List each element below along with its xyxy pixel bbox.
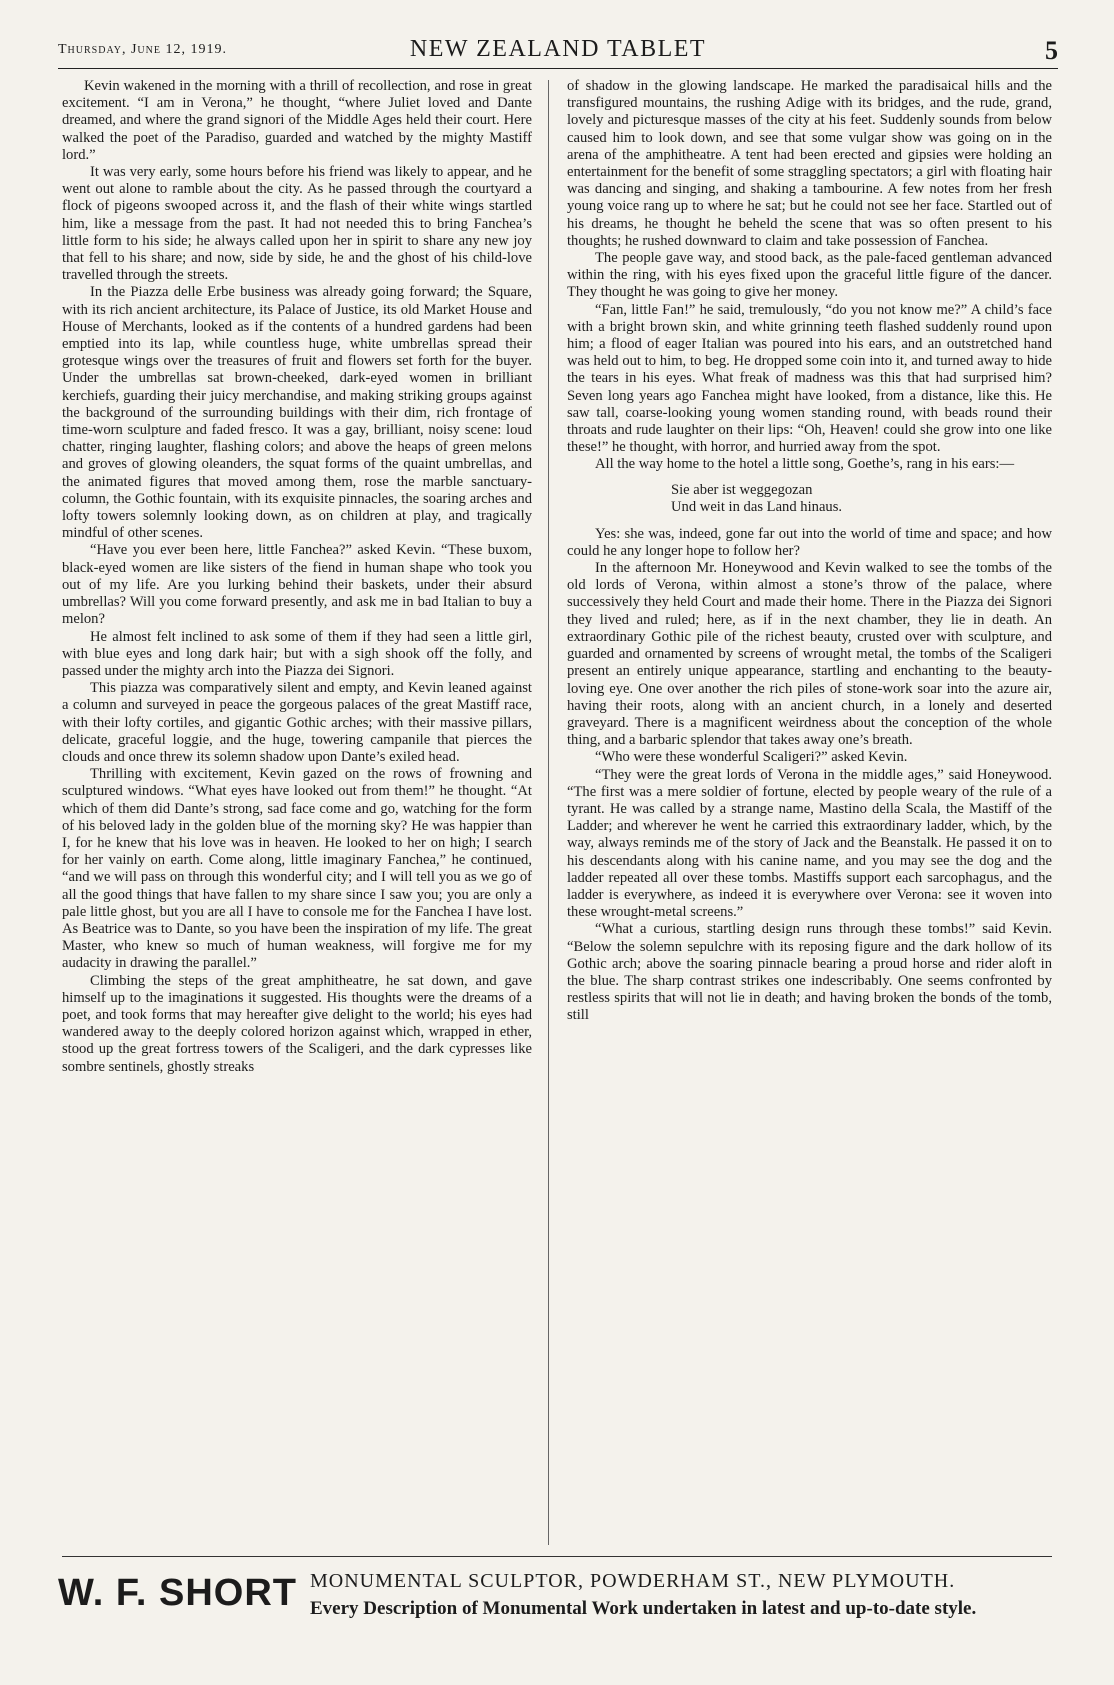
paragraph: “Fan, little Fan!” he said, tremulously, “do you not know me?” A child’s face with a bright brown skin, and white grinning teeth flashed suddenly round upon him; a flood of eager Italian was poured into his ears, and an outstretched hand was held out to him, to beg. He dropped some coin into it, and turned away to hide the tears in his eyes. What freak of madness was this that had surprised him? Seven long years ago Fanchea might have looked, from a distance, like this. He saw tall, coarse-looking young women standing round, with beads round their throats and rude laughter on their lips: “Oh, Heaven! could she grow into one like these!” he thought, with horror, and hurried away from the spot. <box>567 301 1052 456</box>
page-header <box>58 36 1058 69</box>
paragraph: It was very early, some hours before his friend was likely to appear, and he went out alone to ramble about the city. As he passed through the courtyard a flock of pigeons swooped across it, and the flash of their white wings startled him, like a message from the past. It had not needed this to bring Fanchea’s little form to his side; he always called upon her in spirit to share any new joy that fell to his share; and now, side by side, he and the ghost of his child-love travelled through the streets. <box>62 164 532 284</box>
paragraph: All the way home to the hotel a little song, Goethe’s, rang in his ears:— <box>595 456 1015 473</box>
page-number: 5 <box>1045 36 1058 65</box>
column-divider <box>548 80 549 1545</box>
issue-date: Thursday, June 12, 1919. <box>58 42 227 57</box>
paragraph: Thrilling with excitement, Kevin gazed on the rows of frowning and sculptured windows. “What eyes have looked out from them!” he thought. “At which of them did Dante’s strong, sad face come and go, watching for the form of his beloved lady in the golden blue of the morning sky? He was happier than I, for he knew that his love was in heaven. He looked to her on high; I search for her vainly on earth. Come along, little imaginary Fanchea,” he continued, “and we will pass on through this wonderful city; and I will tell you as we go of all the good things that have fallen to my share since I saw you; you are only a pale little ghost, but you are all I have to console me for the Fanchea I have lost. As Beatrice was to Dante, so you have been the inspiration of my life. The great Master, who knew so much of human weakness, will forgive me for my audacity in drawing the parallel.” <box>62 766 532 972</box>
paragraph: In the afternoon Mr. Honeywood and Kevin walked to see the tombs of the old lords of Verona, within almost a stone’s throw of the palace, where successively they held Court and made their home. There in the Piazza dei Signori they lived and ruled; here, as if in the next chamber, they lie in death. An extraordinary Gothic pile of the richest beauty, crusted over with sculpture, and guarded and ornamented by screens of wrought metal, the tombs of the Scaligeri present an entirely unique appearance, startling and enchanting to the beauty-loving eye. One over another the rich piles of stone-work soar into the azure air, having their roots, along with an ancient church, in a lonely and deserted graveyard. There is a magnificent weirdness about the conception of the whole thing, and a barbaric splendor that takes away one’s breath. <box>567 560 1052 749</box>
footer-divider <box>62 1556 1052 1557</box>
paragraph: The people gave way, and stood back, as the pale-faced gentleman advanced within the ring, with his eyes fixed upon the graceful little figure of the dancer. They thought he was going to give her money. <box>567 250 1052 301</box>
verse-line: Und weit in das Land hinaus. <box>671 498 843 515</box>
right-column <box>567 78 1052 1548</box>
advertiser-name: W. F. SHORT <box>58 1572 297 1614</box>
paragraph: Kevin wakened in the morning with a thrill of recollection, and rose in great excitement. “I am in Verona,” he thought, “where Juliet loved and Dante dreamed, and where the grand signori of the Middle Ages held their court. Here walked the poet of the Paradiso, guarded and watched by the mighty Mastiff lord.” <box>62 78 532 163</box>
verse-line: Sie aber ist weggegozan <box>671 481 813 498</box>
verse-quote <box>567 482 1052 516</box>
advertisement <box>58 1568 1058 1648</box>
advertiser-address: MONUMENTAL SCULPTOR, POWDERHAM ST., NEW PLYMOUTH. <box>310 1570 956 1592</box>
advertiser-tagline: Every Description of Monumental Work undertaken in latest and up-to-date style. <box>310 1598 977 1619</box>
paragraph: He almost felt inclined to ask some of them if they had seen a little girl, with blue eyes and long dark hair; but with a sigh shook off the folly, and passed under the mighty arch into the Piazza dei Signori. <box>62 628 532 679</box>
paragraph: Yes: she was, indeed, gone far out into the world of time and space; and how could he any longer hope to follow her? <box>567 525 1052 559</box>
paragraph: “Who were these wonderful Scaligeri?” asked Kevin. <box>595 749 908 766</box>
paragraph: “They were the great lords of Verona in the middle ages,” said Honeywood. “The first was a mere soldier of fortune, elected by people weary of the rule of a tyrant. He was called by a strange name, Mastino della Scala, the Mastiff of the Ladder; and wherever he went he carried this extraordinary ladder, which, by the way, always reminds me of the story of Jack and the Beanstalk. He passed it on to his descendants along with his canine name, and you may see the dog and the ladder repeated all over these tombs. Mastiffs support each sarcophagus, and the ladder is everywhere, as indeed it is everywhere over Verona: see it woven into these wrought-metal screens.” <box>567 766 1052 921</box>
paragraph: Climbing the steps of the great amphitheatre, he sat down, and gave himself up to the imaginations it suggested. His thoughts were the dreams of a poet, and took forms that may hereafter give delight to the world; his eyes had wandered away to the deeply colored horizon against which, wrapped in ether, stood up the great fortress towers of the Scaligeri, and the dark cypresses like sombre sentinels, ghostly streaks <box>62 972 532 1075</box>
newspaper-title: NEW ZEALAND TABLET <box>409 36 707 62</box>
left-column <box>62 78 532 1548</box>
paragraph: “What a curious, startling design runs through these tombs!” said Kevin. “Below the solemn sepulchre with its reposing figure and the dark hollow of its Gothic arch; above the soaring pinnacle bearing a proud horse and rider aloft in the blue. The sharp contrast strikes one indescribably. One seems confronted by restless spirits that will not lie in death; and having broken the bonds of the tomb, still <box>567 921 1052 1024</box>
paragraph: In the Piazza delle Erbe business was already going forward; the Square, with its rich ancient architecture, its Palace of Justice, its old Market House and House of Merchants, looked as if the contents of a hundred gardens had been emptied into its lap, while countless huge, white umbrellas spread their grotesque wings over the treasures of fruit and flowers set forth for the buyer. Under the umbrellas sat brown-cheeked, dark-eyed women in brilliant kerchiefs, guarding their juicy merchandise, and making striking groups against the background of the surrounding buildings with their dim, rich frontage of time-worn sculpture and faded fresco. It was a gay, brilliant, noisy scene: loud chatter, ringing laughter, flashing colors; and above the heaps of green melons and groves of glowing oleanders, the squat forms of the quaint umbrellas, and the animated figures that moved among them, rose the marble sanctuary-column, the Gothic fountain, with its exquisite pinnacles, the soaring arches and lofty towers solemnly looking down, as on children at play, and tragically mindful of other scenes. <box>62 284 532 542</box>
paragraph: “Have you ever been here, little Fanchea?” asked Kevin. “These buxom, black-eyed women are like sisters of the fiend in human shape who took you out of my life. Are you lurking behind their baskets, under their absurd umbrellas? Will you come forward presently, and ask me in bad Italian to buy a melon? <box>62 542 532 628</box>
paragraph: of shadow in the glowing landscape. He marked the paradisaical hills and the transfigured mountains, the rushing Adige with its bridges, and the rude, grand, lovely and picturesque masses of the city at his feet. Suddenly sounds from below caused him to look down, and see that some vulgar show was going on in the arena of the amphitheatre. A tent had been erected and gipsies were holding an entertainment for the benefit of some straggling spectators; a girl with floating hair was dancing and singing, and shaking a tambourine. A few notes from her fresh young voice rang up to where he sat; but he could not see her face. Startled out of his dreams, he thought he beheld the scene that was so often present to his thoughts; he rushed downward to claim and take possession of Fanchea. <box>567 78 1052 249</box>
paragraph: This piazza was comparatively silent and empty, and Kevin leaned against a column and surveyed in peace the gorgeous palaces of the great Mastiff race, with their lofty cortiles, and gigantic Gothic arches; with their massive pillars, delicate, graceful loggie, and the huge, towering campanile that pierces the clouds and once threw its solemn shadow upon Dante’s exiled head. <box>62 680 532 765</box>
